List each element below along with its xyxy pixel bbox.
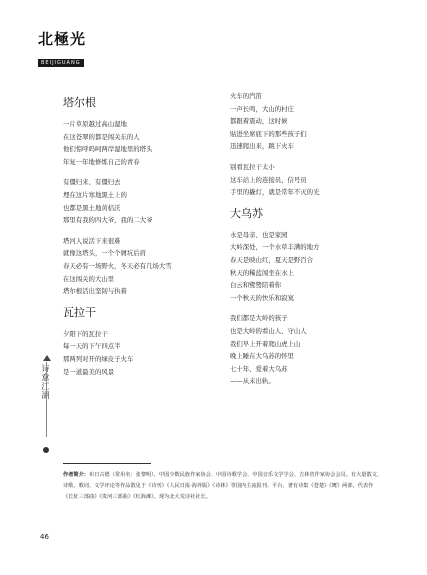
poem-line: 一片草原越过高山湿地 — [63, 120, 127, 128]
poem-stanza — [230, 312, 390, 388]
section-marker-icon — [43, 355, 51, 361]
poem-stanza — [63, 328, 213, 378]
author-note — [63, 470, 383, 502]
poem-line: 在这苍翠的都是闯关东的人 — [63, 132, 140, 141]
poem-line: 塔尔根活出坚韧与执着 — [63, 287, 127, 296]
author-note-text: 布日古德（常用名：张黎明），中国少数民族作家协会、中国诗歌学会、中国音乐文学学会、吉林省作家协会会员。有大量散文、诗歌、歌词、文学评论等作品散见于《诗刊》《人民日报·海外版》《诗林》等国内主流报刊、平台。著有诗集《苍楚》《鹰》两部，代表作《长征三部曲》《贵河三部曲》《红海滩》。现为北大荒诗社社长。 — [63, 472, 383, 500]
poem-line: 塔河人说活下来很难 — [63, 236, 121, 245]
logo-subtitle: BEIJIGUANG — [38, 59, 84, 67]
poem-line: 春天是映山红，夏天是野百合 — [230, 255, 314, 264]
poem-title: 瓦拉干 — [63, 305, 96, 319]
poem-line: 我们早上开着爬山虎上山 — [230, 339, 301, 348]
author-note-label: 作者简介： — [63, 472, 89, 478]
poem-line: ——从未出轨。 — [230, 377, 275, 386]
poem-title: 大乌苏 — [230, 206, 263, 220]
magazine-logo — [38, 28, 86, 68]
poem-line: 春天必有一场野火，冬天必有几场大雪 — [63, 261, 172, 270]
poem-stanza — [230, 229, 390, 305]
sidebar-dot — [43, 447, 49, 453]
poem-line: 晚上睡在大乌苏的怀里 — [230, 352, 294, 361]
poem-line: 都跟着震动，这时候 — [230, 117, 288, 126]
poem-line: 一声长鸣，大山的村庄 — [230, 104, 294, 113]
sidebar-line — [46, 362, 47, 437]
poem-line: 埋在这片寒地黑土上的 — [63, 190, 127, 199]
poem-stanza — [63, 118, 213, 168]
poem-line: 迅速爬出来，跳下火车 — [230, 142, 294, 151]
page-number: 46 — [40, 533, 49, 541]
poem-title: 塔尔根 — [63, 96, 96, 109]
poem-stanza — [63, 235, 213, 298]
poem-line: 火车的汽笛 — [230, 92, 262, 100]
poem-line: 貼进坐席底下的那些孩子们 — [230, 129, 307, 138]
footnote-divider — [63, 463, 151, 464]
poem-line: 这车站上的连接员、信号员 — [230, 175, 307, 184]
poem-line: 手里的撬灯，就是常年不灭的光 — [230, 188, 320, 197]
poem-line: 我们都是大岭的孩子 — [230, 314, 288, 323]
poem-line: 一个秋天的快乐和寂寞 — [230, 293, 294, 302]
poem-line: 七十年、爱着大乌苏 — [230, 364, 288, 373]
poem-line: 就像这塔头，一个个屑坑后肩 — [63, 249, 147, 258]
right-poem-column — [230, 90, 390, 396]
logo-title: 北極光 — [38, 30, 87, 48]
poem-line: 也是大岭的看山人、守山人 — [230, 326, 307, 335]
poem-line: 别看瓦拉干太小 — [230, 162, 275, 171]
poem-line: 每一天的下午四点半 — [63, 342, 121, 351]
poem-line: 是一道最美的风景 — [63, 367, 115, 376]
poem-line: 那两列对开的绿皮子火车 — [63, 354, 134, 363]
poem-line: 在这闯关的大山里 — [63, 274, 115, 283]
left-poem-column — [63, 90, 213, 386]
poem-line: 水是母亲、也是家园 — [230, 230, 288, 239]
poem-line: 那里有我的四大爷，我的二大爷 — [63, 216, 153, 225]
poem-stanza — [230, 161, 390, 199]
poem-line: 大岭深处，一个水草丰满的地方 — [230, 243, 320, 252]
poem-line: 白云和鹭鸶陪着你 — [230, 281, 282, 290]
poem-line: 年复一年地修炼自己的青春 — [63, 157, 140, 166]
poem-stanza — [63, 176, 213, 226]
poem-line: 他们惊呼吗呵两岸湿地里的塔头 — [63, 145, 153, 154]
section-sidebar — [40, 355, 54, 400]
poem-line: 有僵归来、有僵归去 — [63, 178, 121, 187]
poem-line: 夕阳下的瓦拉干 — [63, 329, 108, 338]
poem-stanza — [230, 90, 390, 153]
poem-line: 秋天的稀蓝闯坐在水上 — [230, 268, 294, 277]
poem-line: 也都是黑土地黄桔沃 — [63, 203, 121, 212]
